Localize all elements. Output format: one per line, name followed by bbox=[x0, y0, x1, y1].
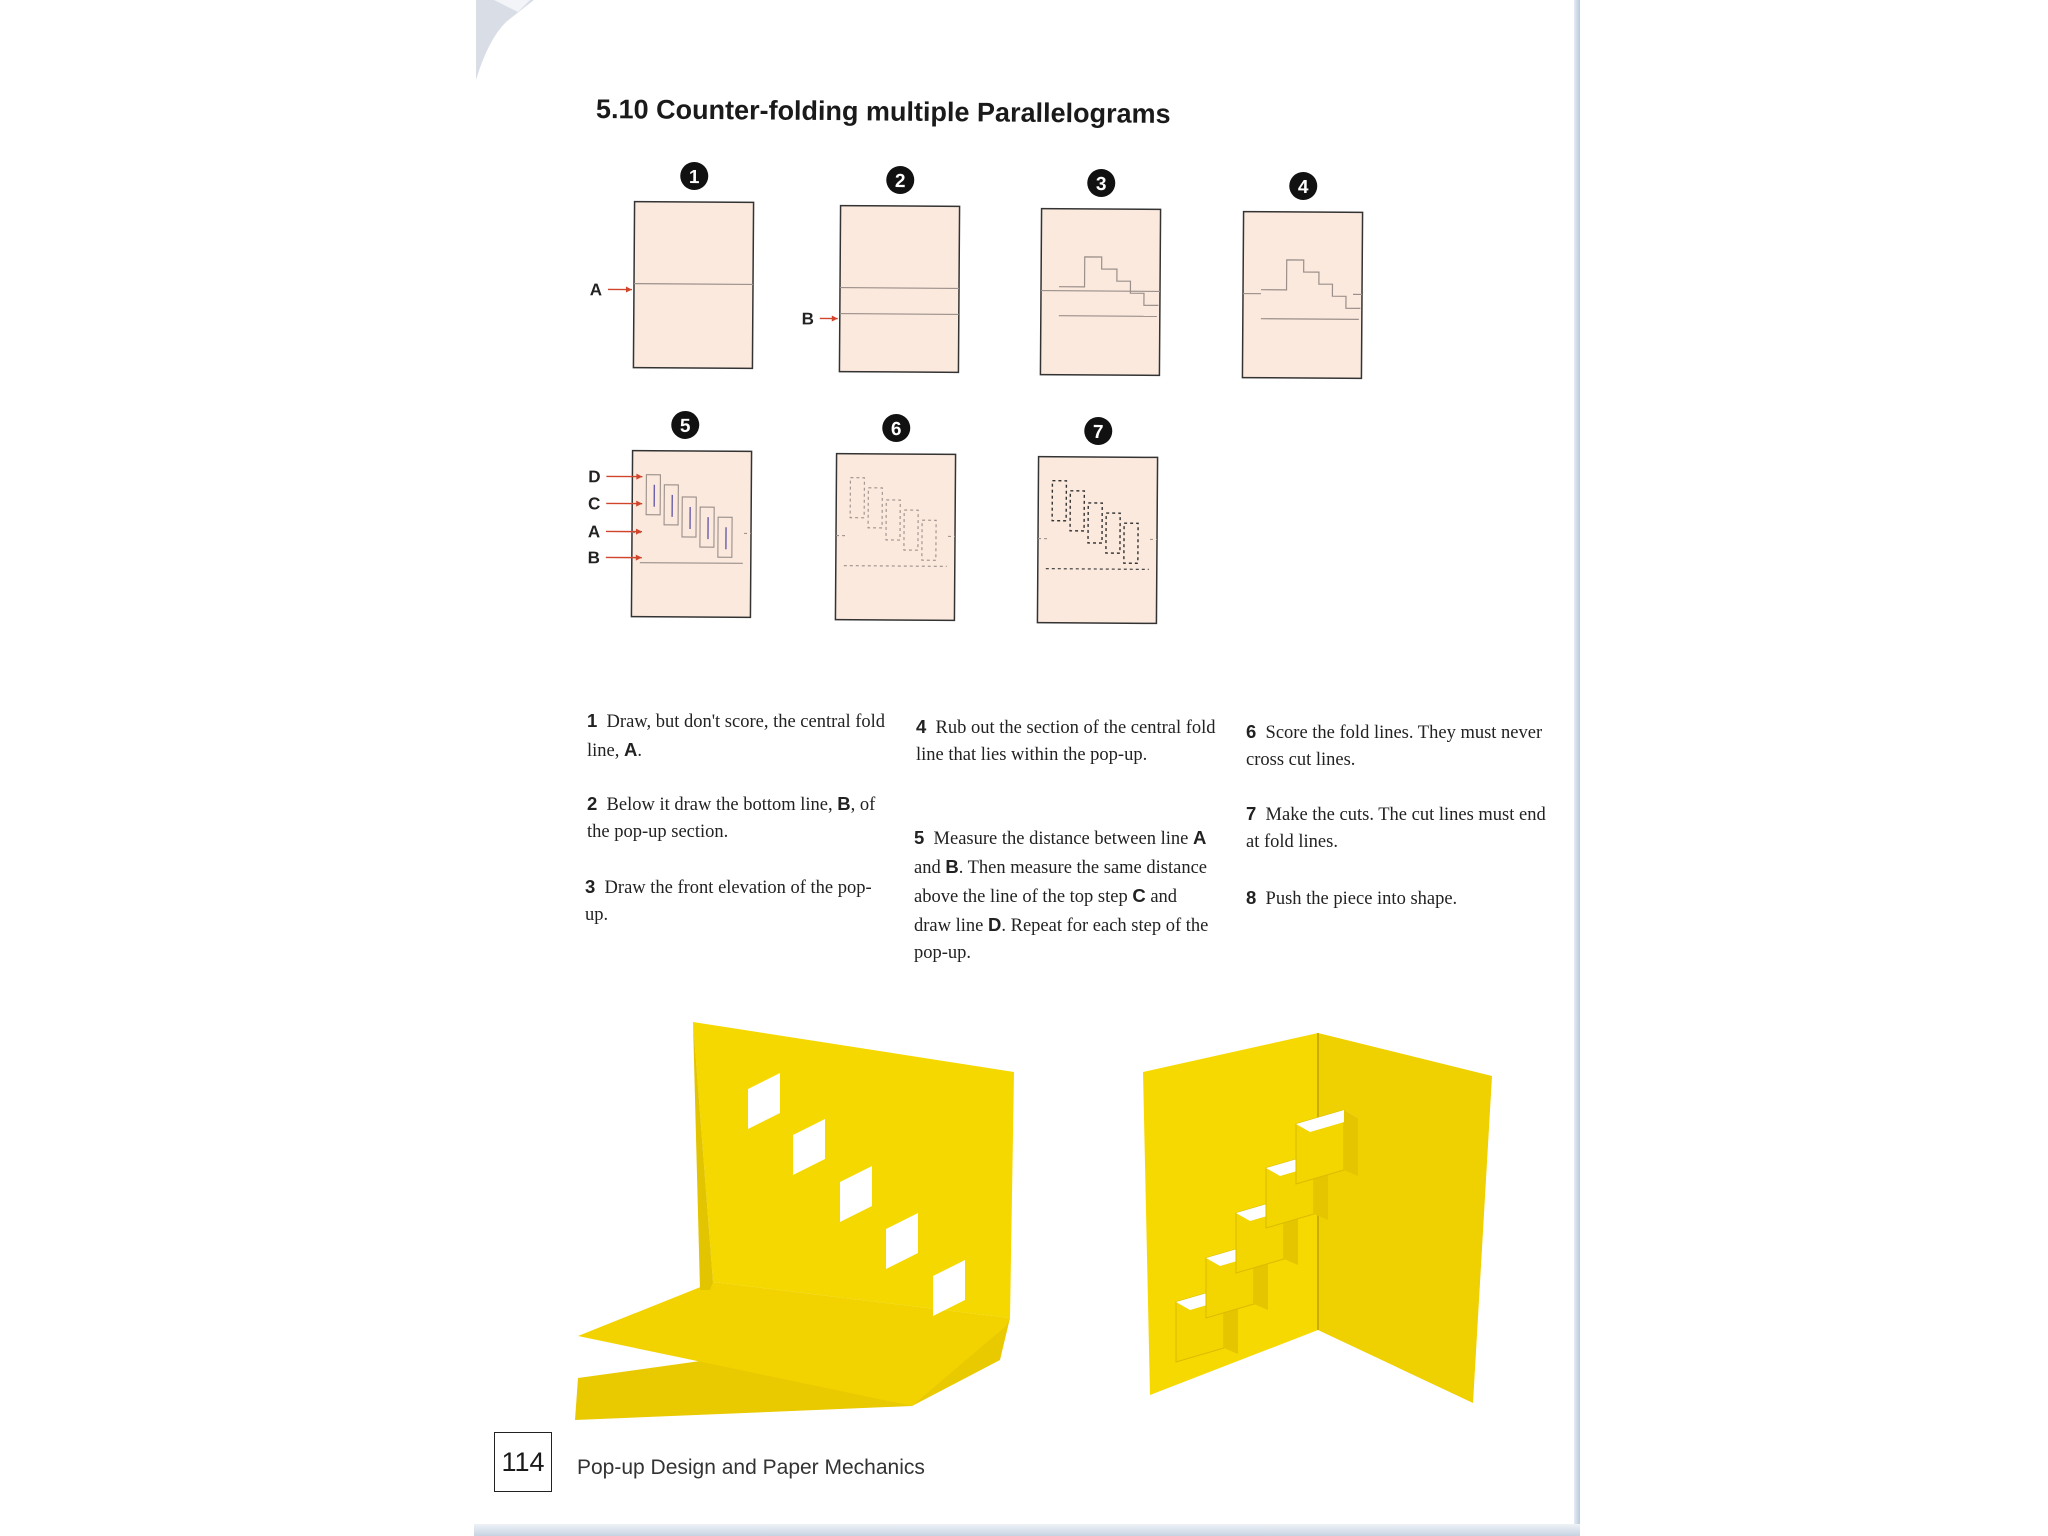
step-text-run: . Then measure the same distance above the line of the top step bbox=[914, 858, 1208, 907]
step-text-run: , of the pop-up section. bbox=[587, 795, 876, 842]
line-label-A: A bbox=[589, 280, 603, 300]
line-reference: A bbox=[624, 739, 638, 760]
line-reference: A bbox=[1192, 827, 1207, 848]
step-text-run: and bbox=[914, 858, 946, 878]
step-number: 3 bbox=[585, 876, 596, 897]
step-number: 2 bbox=[587, 793, 598, 814]
step-text-run: Rub out the section of the central fold line that lies within the pop-up. bbox=[916, 718, 1216, 765]
step-text-run: Make the cuts. The cut lines must end at fold lines. bbox=[1246, 805, 1546, 852]
line-label-B: B bbox=[801, 309, 814, 329]
step-text-run: Push the piece into shape. bbox=[1265, 889, 1458, 909]
step-number: 6 bbox=[1246, 721, 1257, 742]
step-badge-label: 4 bbox=[1297, 176, 1309, 199]
step-text-run: . bbox=[637, 741, 642, 761]
step-text-run: Draw the front elevation of the pop-up. bbox=[585, 878, 872, 925]
step-text-run: Draw, but don't score, the central fold line, bbox=[587, 712, 886, 761]
line-label-B: B bbox=[587, 548, 601, 568]
line-label-A: A bbox=[587, 522, 601, 542]
step-text-run: Score the fold lines. They must never cross cut lines. bbox=[1246, 723, 1543, 770]
line-reference: B bbox=[837, 793, 851, 814]
line-reference: D bbox=[987, 914, 1002, 935]
step-text-run: and draw line bbox=[914, 887, 1178, 936]
step-number: 8 bbox=[1246, 887, 1257, 908]
step-badge-label: 7 bbox=[1092, 421, 1104, 444]
step-badge-label: 5 bbox=[679, 415, 691, 437]
page-number: 114 bbox=[494, 1432, 552, 1492]
yellow-popup-angled-view bbox=[1143, 1033, 1492, 1403]
step-number: 5 bbox=[914, 827, 925, 848]
step-text-run: Measure the distance between line bbox=[933, 829, 1193, 849]
step-badge-label: 6 bbox=[890, 418, 902, 441]
line-label-C: C bbox=[588, 494, 601, 514]
right-panel bbox=[1318, 1033, 1492, 1403]
card-back-panel bbox=[693, 1022, 1014, 1318]
step-text-run: Below it draw the bottom line, bbox=[606, 795, 838, 815]
line-reference: B bbox=[945, 856, 959, 877]
section-title: 5.10 Counter-folding multiple Parallelograms bbox=[595, 94, 1171, 130]
step-text-run: . Repeat for each step of the pop-up. bbox=[914, 916, 1209, 963]
step-badge-label: 3 bbox=[1095, 173, 1107, 196]
step-badge-label: 1 bbox=[688, 166, 700, 189]
line-label-D: D bbox=[588, 467, 601, 487]
step-number: 4 bbox=[916, 716, 927, 737]
line-reference: C bbox=[1132, 885, 1146, 906]
step-side-5 bbox=[1344, 1110, 1358, 1176]
step-number: 1 bbox=[587, 710, 598, 731]
step-number: 7 bbox=[1246, 803, 1257, 824]
step-badge-label: 2 bbox=[894, 170, 906, 193]
running-footer-title: Pop-up Design and Paper Mechanics bbox=[577, 1456, 925, 1479]
yellow-popup-front-view bbox=[575, 1022, 1014, 1420]
